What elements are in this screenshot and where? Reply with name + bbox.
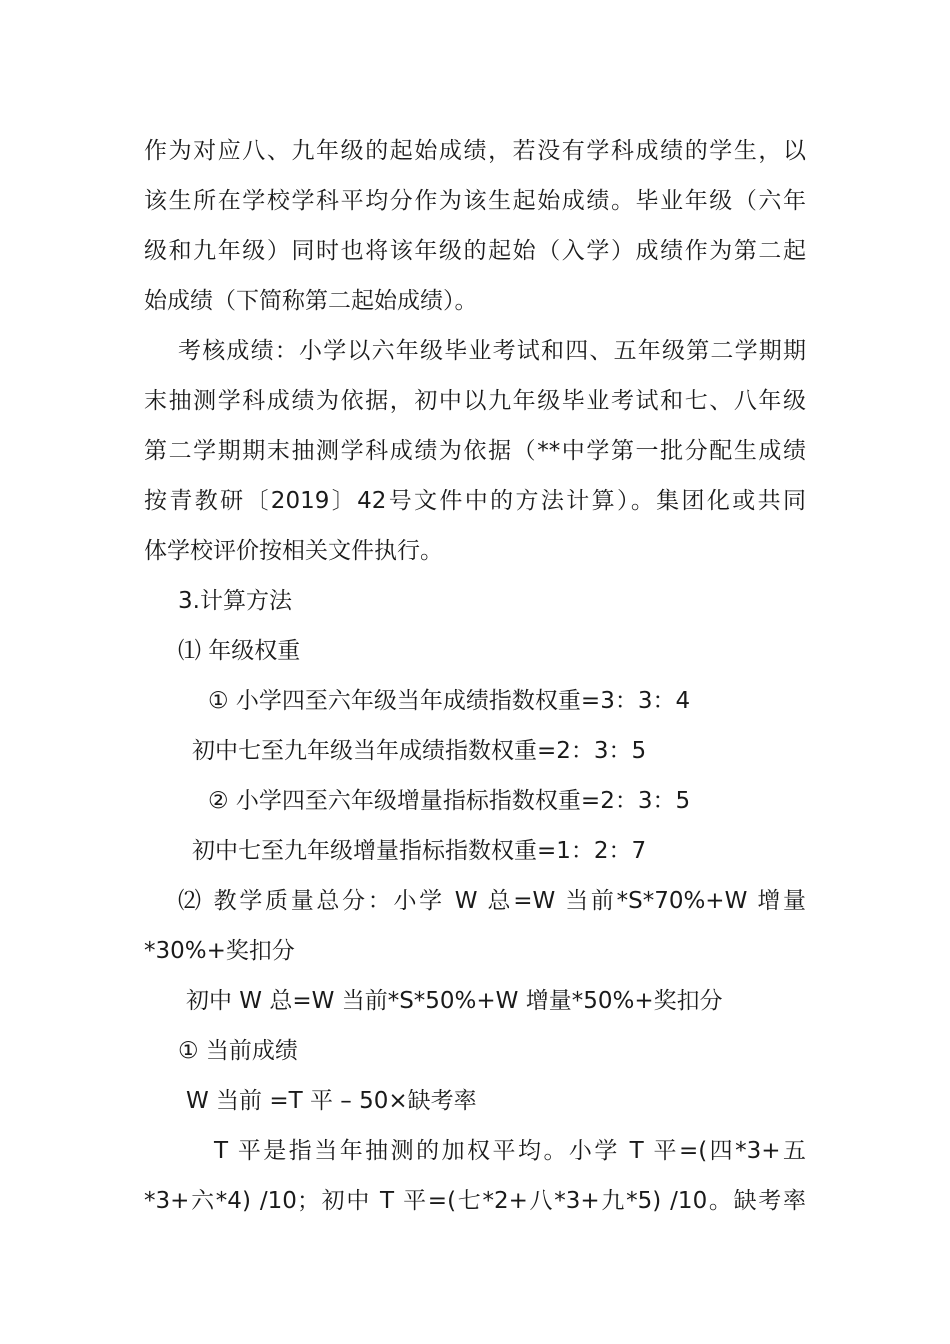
weight-line: 初中七至九年级当年成绩指数权重=2：3：5: [192, 738, 647, 764]
paragraph-line: 该生所在学校学科平均分作为该生起始成绩。毕业年级（六年: [144, 188, 806, 214]
paragraph-line: 考核成绩：小学以六年级毕业考试和四、五年级第二学期期: [178, 338, 806, 364]
formula-line: W 当前 =T 平 – 50×缺考率: [186, 1088, 477, 1114]
paragraph-line: 级和九年级）同时也将该年级的起始（入学）成绩作为第二起: [144, 238, 806, 264]
paragraph-line: 体学校评价按相关文件执行。: [144, 538, 443, 564]
paragraph-line: 始成绩（下简称第二起始成绩）。: [144, 288, 478, 314]
paragraph-line: T 平是指当年抽测的加权平均。小学 T 平=(四*3+五: [214, 1138, 806, 1164]
paragraph-line: 末抽测学科成绩为依据，初中以九年级毕业考试和七、八年级: [144, 388, 806, 414]
paragraph-line: 按青教研〔2019〕42号文件中的方法计算）。集团化或共同: [144, 488, 806, 514]
subsection-heading: ① 当前成绩: [178, 1038, 298, 1064]
subsection-heading: ⑴ 年级权重: [178, 638, 301, 664]
weight-line: 初中七至九年级增量指标指数权重=1：2：7: [192, 838, 647, 864]
paragraph-line: 作为对应八、九年级的起始成绩，若没有学科成绩的学生，以: [144, 138, 806, 164]
paragraph-line: 第二学期期末抽测学科成绩为依据（**中学第一批分配生成绩: [144, 438, 806, 464]
formula-line: 初中 W 总=W 当前*S*50%+W 增量*50%+奖扣分: [186, 988, 723, 1014]
weight-line: ① 小学四至六年级当年成绩指数权重=3：3：4: [208, 688, 691, 714]
section-heading: 3.计算方法: [178, 588, 292, 614]
formula-line: *30%+奖扣分: [144, 938, 295, 964]
weight-line: ② 小学四至六年级增量指标指数权重=2：3：5: [208, 788, 691, 814]
paragraph-line: *3+六*4) /10；初中 T 平=(七*2+八*3+九*5) /10。缺考率: [144, 1188, 806, 1214]
formula-line: ⑵ 教学质量总分：小学 W 总=W 当前*S*70%+W 增量: [178, 888, 806, 914]
